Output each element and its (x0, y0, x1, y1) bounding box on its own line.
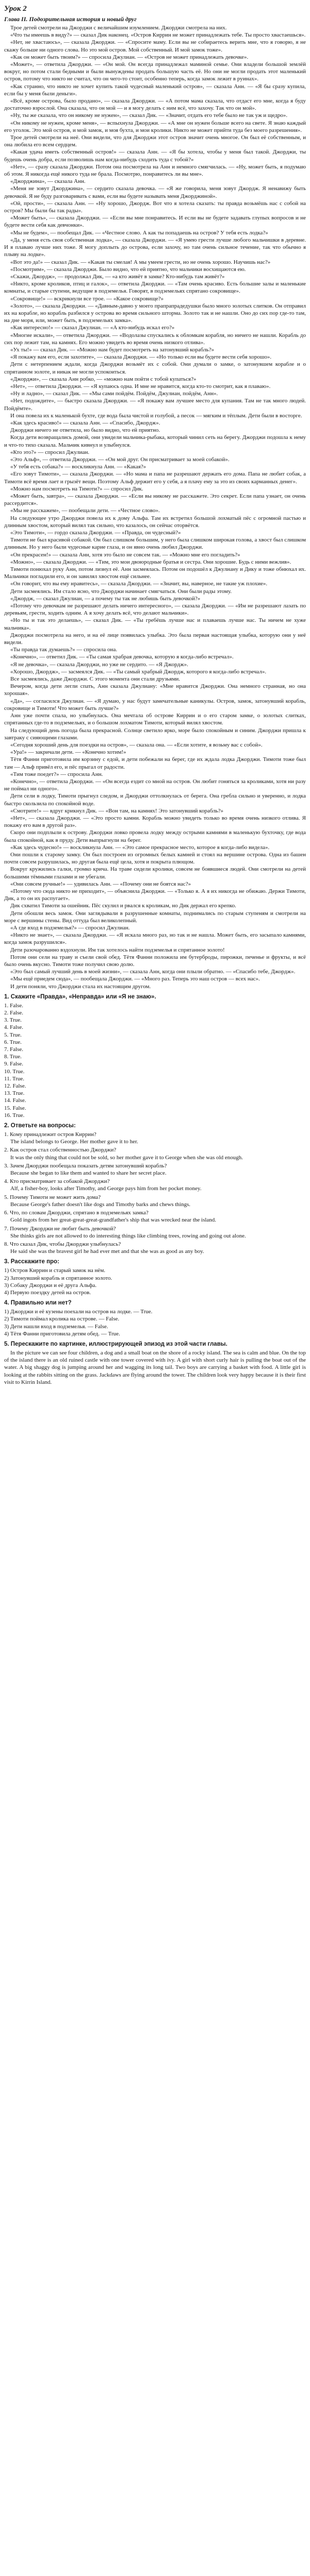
list-item: 2) Тимоти поймал кролика на острове. — False. (4, 1316, 120, 1323)
story-paragraph: «А где вход в подземелья?» — спросил Джулиан. (10, 924, 130, 931)
story-paragraph: «Всё, кроме острова, было продано», — сказала Джорджи. — «А потом мама сказала, что отдаст его мне, когда я буду достаточно взрослой. Она сказала, что он мой — и я могу делать с ним всё, что захочу. Так что он мой». (4, 98, 306, 112)
question-line: 7. Почему Джорджи не любит быть девочкой? (4, 1225, 116, 1232)
story-paragraph: «Он говорит, что вы ему нравитесь», — сказала Джорджи. — «Значит, вы, наверное, не такие уж плохие». (10, 581, 268, 587)
story-paragraph: На следующий день погода была прекрасной. Солнце светило ярко, море было спокойным и синим. Джорджи пришла к завтраку с сияющими глазами. (4, 727, 306, 741)
story-paragraph: «Как интересно!» — сказал Джулиан. — «А кто-нибудь искал его?» (10, 325, 175, 331)
story-paragraph: Трое детей смотрели на Джорджи с величайшим изумлением. Джорджи смотрела на них. (10, 25, 227, 31)
exercise-1-title: 1. Скажите «Правда», «Неправда» или «Я не знаю». (4, 993, 156, 1000)
exercise-3-title: 3. Расскажите про: (4, 1259, 59, 1265)
story-paragraph: «Ну и ладно», — сказал Дик. — «Мы сами пойдём. Пойдём, Джулиан, пойдём, Анн». (10, 391, 218, 397)
answer-line: 16. True. (4, 1112, 25, 1118)
story-paragraph: Джорджи ничего не ответила, но было видно, что ей приятно. (10, 427, 160, 434)
story-paragraph: «Конечно», — ответила Джорджи. — «Он всегда ездит со мной на остров. Он любит гоняться за кроликами, хотя ни разу не поймал ни одного». (4, 778, 306, 792)
answer-text: Because she began to like them and wanted to share her secret place. (10, 1170, 167, 1177)
answer-line: 13. True. (4, 1090, 25, 1097)
list-item: 1) Джорджи и её кузены поехали на остров на лодке. — True. (4, 1309, 153, 1315)
story-paragraph: «Ой, прости», — сказала Анн. — «Ну хорошо, Джордж. Вот что я хотела сказать: ты правда возьмёшь нас с собой на остров? Мы были бы так рады». (4, 200, 306, 214)
answer-text: She thinks girls are not allowed to do interesting things like climbing trees, rowing and going out alone. (10, 1232, 246, 1239)
story-paragraph: «Хорошо, Джордж», — засмеялся Дик. — «Ты самый храбрый Джордж, которого я когда-либо встречал». (10, 668, 267, 675)
story-paragraph: «Он прекрасен!» — сказала Анн, хотя это было не совсем так. — «Можно мне его погладить?» (10, 551, 240, 558)
answer-line: 11. True. (4, 1075, 25, 1082)
story-paragraph: «Мы не будем», — пообещал Дик. — «Честное слово. А как ты попадаешь на остров? У тебя есть лодка?» (10, 229, 268, 236)
story-paragraph: «Я покажу вам его, если захотите», — сказала Джорджи. — «Но только если вы будете вести себя хорошо». (10, 354, 272, 361)
story-paragraph: Скоро они подплыли к острову. Джорджи ловко провела лодку между острыми камнями в маленькую бухточку, где вода была спокойной, как в пруду. Дети выпрыгнули на берег. (4, 829, 306, 843)
answer-text: He said she was the bravest girl he had ever met and that she was as good as any boy. (10, 1248, 204, 1255)
answer-line: 15. False. (4, 1105, 26, 1111)
story-paragraph: «Но ты и так это делаешь», — сказал Дик. — «Ты гребёшь лучше нас и плаваешь лучше нас. Ты ничем не хуже мальчика». (4, 617, 306, 631)
story-paragraph: «Может быть», — сказала Джорджи. — «Если вы мне понравитесь. И если вы не будете задавать глупых вопросов и не будете вести себя как девчонки». (4, 215, 306, 229)
list-item: 3) Собаку Джорджи и её друга Альфа. (4, 1282, 97, 1289)
story-paragraph: «Джордж, — сказал Джулиан, — а почему ты так не любишь быть девочкой?» (10, 595, 201, 602)
story-paragraph: Дик схватил Тимоти за ошейник. Пёс скулил и рвался к кроликам, но Дик держал его крепко. (10, 903, 236, 909)
story-paragraph: «Нет, подождите», — быстро сказала Джорджи. — «Я покажу вам лучшее место для купания. Там не так много людей. Пойдёмте». (4, 398, 306, 412)
story-paragraph: «Может», — ответила Джорджи. — «Он мой. Он всегда принадлежал маминой семье. Они владели большой землёй вокруг, но потом стали бедными и были вынуждены продать большую часть её. Но они не могли продать этот маленький остров, потому что никто не считал, что он чего-то стоит, особенно теперь, когда замок лежит в руинах». (4, 61, 306, 82)
story-paragraph: Дети с нетерпением ждали, когда Джорджи возьмёт их с собой. Они думали о замке, о затонувшем корабле и о спрятанном золоте, и никак не могли успокоиться. (4, 361, 306, 375)
story-paragraph: Дети обошли весь замок. Они заглядывали в разрушенные комнаты, поднимались по старым ступеням и смотрели на море с вершины стены. Вид оттуда был великолепный. (4, 910, 306, 924)
answer-text: It was the only thing that could not be sold, so her mother gave it to George when she was old enough. (10, 1154, 243, 1161)
story-paragraph: «Меня не зовут Джорджина», — сердито сказала девочка. — «Я же говорила, меня зовут Джордж. Я ненавижу быть девочкой. Я не буду разговаривать с вами, если вы будете называть меня Джорджиной». (4, 185, 306, 199)
list-item: 3) Дети нашли вход в подземелья. — False. (4, 1323, 108, 1330)
story-paragraph: Когда дети возвращались домой, они увидели мальчика-рыбака, который чинил сеть на берегу. Джорджи подошла к нему и что-то тихо сказала. Мальчик кивнул и улыбнулся. (4, 434, 306, 448)
story-paragraph: На следующее утро Джорджи повела их к дому Альфа. Там их встретил большой лохматый пёс с огромной пастью и длинным хвостом, который вилял так сильно, что казалось, он сейчас оторвётся. (4, 515, 306, 529)
exercise-2-title: 2. Ответьте на вопросы: (4, 1123, 76, 1129)
story-paragraph: «Я не девочка», — сказала Джорджи, но уже не сердито. — «Я Джордж». (10, 661, 188, 668)
story-paragraph: «Посмотрим», — сказала Джорджи. Было видно, что ей приятно, что мальчики восхищаются ею. (10, 266, 246, 273)
story-paragraph: «Это Тимоти», — гордо сказала Джорджи. — «Правда, он чудесный?» (10, 530, 181, 536)
exercise-2-items (4, 1131, 306, 1255)
lesson-heading: Урок 2 (4, 5, 27, 13)
story-paragraph: «Нет», — ответила Джорджи. — «Я купаюсь одна. И мне не нравится, когда кто-то смотрит, как я плаваю». (10, 383, 271, 389)
story-paragraph: «Тим тоже поедет?» — спросила Анн. (10, 771, 103, 777)
story-paragraph: «Нет», — сразу сказала Джорджи. Потом она посмотрела на Анн и немного смягчилась. — «Ну, может быть, я подумаю об этом. Я никогда ещё никого туда не брала. Посмотрю, понравитесь ли вы мне». (4, 163, 306, 178)
exercise-4-items (4, 1308, 306, 1337)
story-paragraph: «Они совсем ручные!» — удивилась Анн. — «Почему они не боятся нас?» (10, 880, 191, 887)
answer-line: 5. True. (4, 1031, 22, 1038)
question-line: 2. Как остров стал собственностью Джорджи? (4, 1147, 117, 1154)
story-paragraph: «Да», — согласился Джулиан. — «Я думаю, у нас будут замечательные каникулы. Остров, замок, затонувший корабль, сокровище и Тимоти! Что может быть лучше?» (4, 698, 306, 711)
answer-line: 3. True. (4, 1017, 22, 1024)
story-paragraph: «У тебя есть собака?» — воскликнула Анн. — «Какая?» (10, 464, 146, 470)
answer-text: Alf, a fisher-boy, looks after Timothy, and George pays him from her pocket money. (10, 1185, 202, 1192)
story-paragraph: Вечером, когда дети легли спать, Анн сказала Джулиану: «Мне нравится Джорджи. Она немного странная, но она хорошая». (4, 683, 306, 697)
story-paragraph: Тимоти не был красивой собакой. Он был слишком большим, у него была слишком широкая голова, а хвост был слишком длинным. Но у него были чудесные карие глаза, и он явно очень любил Джорджи. (4, 537, 306, 551)
answer-line: 2. False. (4, 1010, 23, 1016)
story-paragraph: «Кто это?» — спросил Джулиан. (10, 449, 90, 455)
answer-text: Because George's father doesn't like dogs and Timothy barks and chews things. (10, 1201, 190, 1208)
list-item: 4) Тётя Фанни приготовила детям обед. — True. (4, 1330, 120, 1337)
story-paragraph: «Потому что сюда никто не приходит», — объяснила Джорджи. — «Только я. А я их никогда не обижаю. Держи Тимоти, Дик, а то он их распугает». (4, 888, 306, 902)
story-paragraph: «Скажи, Джордж», — продолжал Дик, — «а кто живёт в замке? Кто-нибудь там живёт?» (10, 273, 225, 280)
story-paragraph: Анн уже почти спала, но улыбнулась. Она мечтала об острове Киррин и о его старом замке, о золотых слитках, спрятанных где-то в подземельях, и о большом лохматом Тимоти, который вилял хвостом. (4, 713, 306, 726)
story-paragraph: «Вот это да!» — сказал Дик. — «Какая ты смелая! А мы умеем грести, но не очень хорошо. Научишь нас?» (10, 259, 271, 265)
story-paragraph: «Какая удача иметь собственный остров!» — сказала Анн. — «Я бы хотела, чтобы у меня был такой. Джорджи, ты будешь очень добра, если позволишь нам когда-нибудь сходить туда с тобой?» (4, 149, 306, 163)
answer-line: 1. False. (4, 1002, 23, 1009)
story-paragraph: «Мы не расскажем», — пообещали дети. — «Честное слово». (10, 507, 160, 514)
story-paragraph: «Ты правда так думаешь?» — спросила она. (10, 647, 118, 653)
question-line: 8. Что сказал Дик, чтобы Джорджи улыбнулась? (4, 1241, 121, 1247)
answer-line: 12. False. (4, 1083, 26, 1090)
list-item: 1) Остров Киррин и старый замок на нём. (4, 1267, 106, 1274)
story-paragraph: «Смотрите!» — вдруг крикнул Дик. — «Вон там, на камнях! Это затонувший корабль?» (10, 807, 224, 814)
story-paragraph: «Ух ты!» — сказал Дик. — «Можно нам будет посмотреть на затонувший корабль?» (10, 346, 215, 353)
answer-line: 10. True. (4, 1068, 25, 1075)
answer-line: 14. False. (4, 1097, 26, 1104)
story-paragraph: «Нет, не хвастаюсь», — сказала Джорджи. — «Спросите маму. Если вы не собираетесь верить мне, что я говорю, я не скажу больше ни одного слова. Но это мой остров. Мой собственный. И мой замок тоже». (4, 39, 306, 53)
story-paragraph: «Многие искали», — ответила Джорджи. — «Водолазы спускались к обломкам корабля, но ничего не нашли. Корабль до сих пор лежит там, на камнях. Его можно увидеть во время очень низкого отлива». (4, 332, 306, 346)
story-paragraph: «Это был самый лучший день в моей жизни», — сказала Анн, когда они плыли обратно. — «Спасибо тебе, Джордж». (10, 969, 296, 975)
exercise-5-text: In the picture we can see four children, a dog and a small boat on the shore of a rocky island. The sea is calm and blue. On the top of the island there is an old ruined castle with one tower covered with ivy. A girl with short curly hair is pulling the boat out of the water. A big shaggy dog is jumping around her and wagging its long tail. Two boys are carrying a basket with food. A little girl is looking at the rabbits sitting on the grass. Jackdaws are flying around the tower. The children look very happy because it is their first visit to Kirrin Island. (4, 1349, 306, 1385)
exercise-3-items (4, 1267, 306, 1296)
answer-text: Gold ingots from her great-great-great-grandfather's ship that was wrecked near the island. (10, 1217, 217, 1224)
story-paragraph: «Можно нам посмотреть на Тимоти?» — спросил Дик. (10, 485, 143, 492)
answer-line: 4. False. (4, 1024, 23, 1031)
story-paragraph: «Золото», — сказала Джорджи. — «Давным-давно у моего прапрапрадедушки было много золотых слитков. Он отправил их на корабле, но корабль разбился у острова во время сильного шторма. Золото так и не нашли. Оно до сих пор где-то там, на дне моря, или, может быть, в подземельях замка». (4, 302, 306, 324)
story-paragraph: «Никто не знает», — сказала Джорджи. — «Я искала много раз, но так и не нашла. Может быть, его засыпало камнями, когда замок разрушился». (4, 932, 306, 946)
story-paragraph: «Ура!» — закричали дети. — «Конечно хотим!» (10, 749, 126, 756)
story-paragraph: Тимоти понюхал руку Анн, потом лизнул её. Анн засмеялась. Потом он подошёл к Джулиану и Дику и тоже обнюхал их. Мальчики погладили его, и он завилял хвостом ещё сильнее. (4, 566, 306, 580)
story-paragraph: Вокруг кружились галки, громко крича. На траве сидели кролики, совсем не боявшиеся людей. Они смотрели на детей большими тёмными глазами и не убегали. (4, 866, 306, 880)
chapter-heading: Глава II. Подозрительная история и новый друг (4, 15, 137, 23)
question-line: 4. Кто присматривает за собакой Джорджи? (4, 1178, 110, 1185)
question-line: 6. Что, по словам Джорджи, спрятано в подземельях замка? (4, 1210, 149, 1216)
story-paragraph: «Ну, ты же сказала, что он никому не нужен», — сказал Дик. — «Значит, отдать его тебе было не так уж и щедро». (10, 112, 288, 119)
story-paragraph: «Сегодня хороший день для поездки на остров», — сказала она. — «Если хотите, я возьму вас с собой». (10, 741, 263, 748)
story-paragraph: «Что ты имеешь в виду?» — сказал Дик наконец. «Остров Киррин не может принадлежать тебе. Ты просто хвастаешься». (10, 32, 306, 39)
story-paragraph: «Можно», — сказала Джорджи. — «Тим, это мои двоюродные братья и сестра. Они хорошие. Будь с ними вежлив». (10, 558, 291, 565)
story-text (4, 24, 306, 990)
story-paragraph: «Как странно, что никто не хочет купить такой чудесный маленький остров», — сказала Анн. — «Я бы сразу купила, если бы у меня были деньги». (4, 83, 306, 97)
exercise-5-title: 5. Перескажите по картинке, иллюстрирующей эпизод из этой части главы. (4, 1341, 227, 1347)
answer-line: 6. True. (4, 1039, 22, 1045)
story-paragraph: «Да, у меня есть своя собственная лодка», — сказала Джорджи. — «Я умею грести лучше любого мальчишки в деревне. И я плаваю лучше них тоже. Я могу доплыть до острова, если захочу, но там очень сильное течение, так что обычно я плыву на лодке». (4, 236, 306, 258)
question-line: 1. Кому принадлежит остров Киррин? (4, 1131, 96, 1138)
story-paragraph: «Как он может быть твоим?» — спросила Джулиан. — «Остров не может принадлежать девочке». (10, 54, 249, 60)
story-paragraph: «Никто, кроме кроликов, птиц и галок», — ответила Джорджи. — «Там очень красиво. Есть большие залы и маленькие комнаты, и старые ступени, ведущие в подземелья. Говорят, в подземельях спрятано сокровище». (4, 281, 306, 295)
answer-line: 8. True. (4, 1054, 22, 1060)
story-paragraph: Трое детей смотрели на неё. Они видели, что для Джорджи этот остров значит очень многое. Он был её собственным, и она любила его всем сердцем. (4, 134, 306, 148)
story-paragraph: «Он никому не нужен, кроме меня», — вспыхнула Джорджи. — «А мне он нужен больше всего на свете. Я знаю каждый его уголок. Это мой остров, и мой замок, и моя бухта, и мои кролики. Никто не может прийти туда без моего разрешения». (4, 120, 306, 133)
list-item: 4) Первую поездку детей на остров. (4, 1289, 91, 1296)
exercise-4-title: 4. Правильно или нет? (4, 1300, 72, 1307)
list-item: 2) Затонувший корабль и спрятанное золото. (4, 1275, 112, 1281)
story-paragraph: Все засмеялись, даже Джорджи. С этого момента они стали друзьями. (10, 676, 181, 683)
story-paragraph: «Сокровище!» — вскрикнули все трое. — «Какое сокровище?» (10, 295, 164, 302)
story-paragraph: «Джорджина», — сказала Анн. (10, 178, 86, 185)
story-paragraph: И она повела их к маленькой бухте, где вода была чистой и голубой, а песок — мягким и тёплым. Дети были в восторге. (10, 412, 302, 419)
story-paragraph: Дети засмеялись. Им стало ясно, что Джорджи начинает смягчаться. Они были рады этому. (10, 588, 232, 595)
story-paragraph: Дети сели в лодку, Тимоти прыгнул следом, и Джорджи оттолкнулась от берега. Она гребла сильно и уверенно, и лодка быстро скользила по спокойной воде. (4, 793, 306, 807)
question-line: 3. Зачем Джорджи пообещала показать детям затонувший корабль? (4, 1162, 167, 1169)
story-paragraph: «Это Альф», — ответила Джорджи. — «Он мой друг. Он присматривает за моей собакой». (10, 456, 230, 463)
story-paragraph: «Мы ещё приедем сюда», — пообещала Джорджи. — «Много раз. Теперь это наш остров — всех нас». (10, 976, 260, 982)
story-paragraph: Дети разочарованно вздохнули. Им так хотелось найти подземелья и спрятанное золото! (10, 946, 225, 953)
story-paragraph: Джорджи посмотрела на него, и на её лице появилась улыбка. Это была первая настоящая улыбка, которую они у неё видели. (4, 632, 306, 646)
story-paragraph: Тётя Фанни приготовила им корзину с едой, и дети побежали на берег, где их ждала лодка Джорджи. Тимоти тоже был там — Альф привёл его, и пёс прыгал от радости. (4, 756, 306, 770)
story-paragraph: «Потому что девочкам не разрешают делать ничего интересного», — сказала Джорджи. — «Им не разрешают лазать по деревьям, грести, ходить одним. А я хочу делать всё, что делают мальчики». (4, 603, 306, 617)
exercise-1-answers (4, 1002, 306, 1119)
story-paragraph: «Конечно», — ответил Дик. — «Ты самая храбрая девочка, которую я когда-либо встречал». (10, 654, 234, 660)
answer-text: The island belongs to George. Her mother gave it to her. (10, 1139, 138, 1145)
story-paragraph: «Его зовут Тимоти», — сказала Джорджи. — «Но мама и папа не разрешают держать его дома. Папа не любит собак, а Тимоти всё время лает и грызёт вещи. Поэтому Альф держит его у себя, а я плачу ему за это из своих карманных денег». (4, 471, 306, 485)
story-paragraph: «Может быть, завтра», — сказала Джорджи. — «Если вы никому не расскажете. Это секрет. Если папа узнает, он очень рассердится». (4, 493, 306, 507)
story-paragraph: «Джорджи», — сказала Анн робко, — «можно нам пойти с тобой купаться?» (10, 376, 197, 382)
story-paragraph: И дети поняли, что Джорджи стала их настоящим другом. (10, 983, 151, 990)
question-line: 5. Почему Тимоти не может жить дома? (4, 1194, 101, 1200)
answer-line: 9. False. (4, 1061, 23, 1067)
answer-line: 7. False. (4, 1046, 23, 1053)
story-paragraph: «Нет», — сказала Джорджи. — «Это просто камни. Корабль можно увидеть только во время очень низкого отлива. Я покажу его вам в другой раз». (4, 815, 306, 829)
story-paragraph: Они пошли к старому замку. Он был построен из огромных белых камней и стоял на вершине острова. Одна из башен почти совсем разрушилась, но другая была ещё цела, хотя и покрыта плющом. (4, 851, 306, 866)
story-paragraph: «Как здесь красиво!» — сказала Анн. — «Спасибо, Джордж». (10, 419, 160, 426)
story-paragraph: Потом они сели на траву и съели свой обед. Тётя Фанни положила им бутерброды, пирожки, печенье и фрукты, и всё было очень вкусно. Тимоти тоже получил свою долю. (4, 954, 306, 968)
story-paragraph: «Как здесь чудесно!» — воскликнула Анн. — «Это самое прекрасное место, которое я когда-либо видела». (10, 844, 270, 851)
